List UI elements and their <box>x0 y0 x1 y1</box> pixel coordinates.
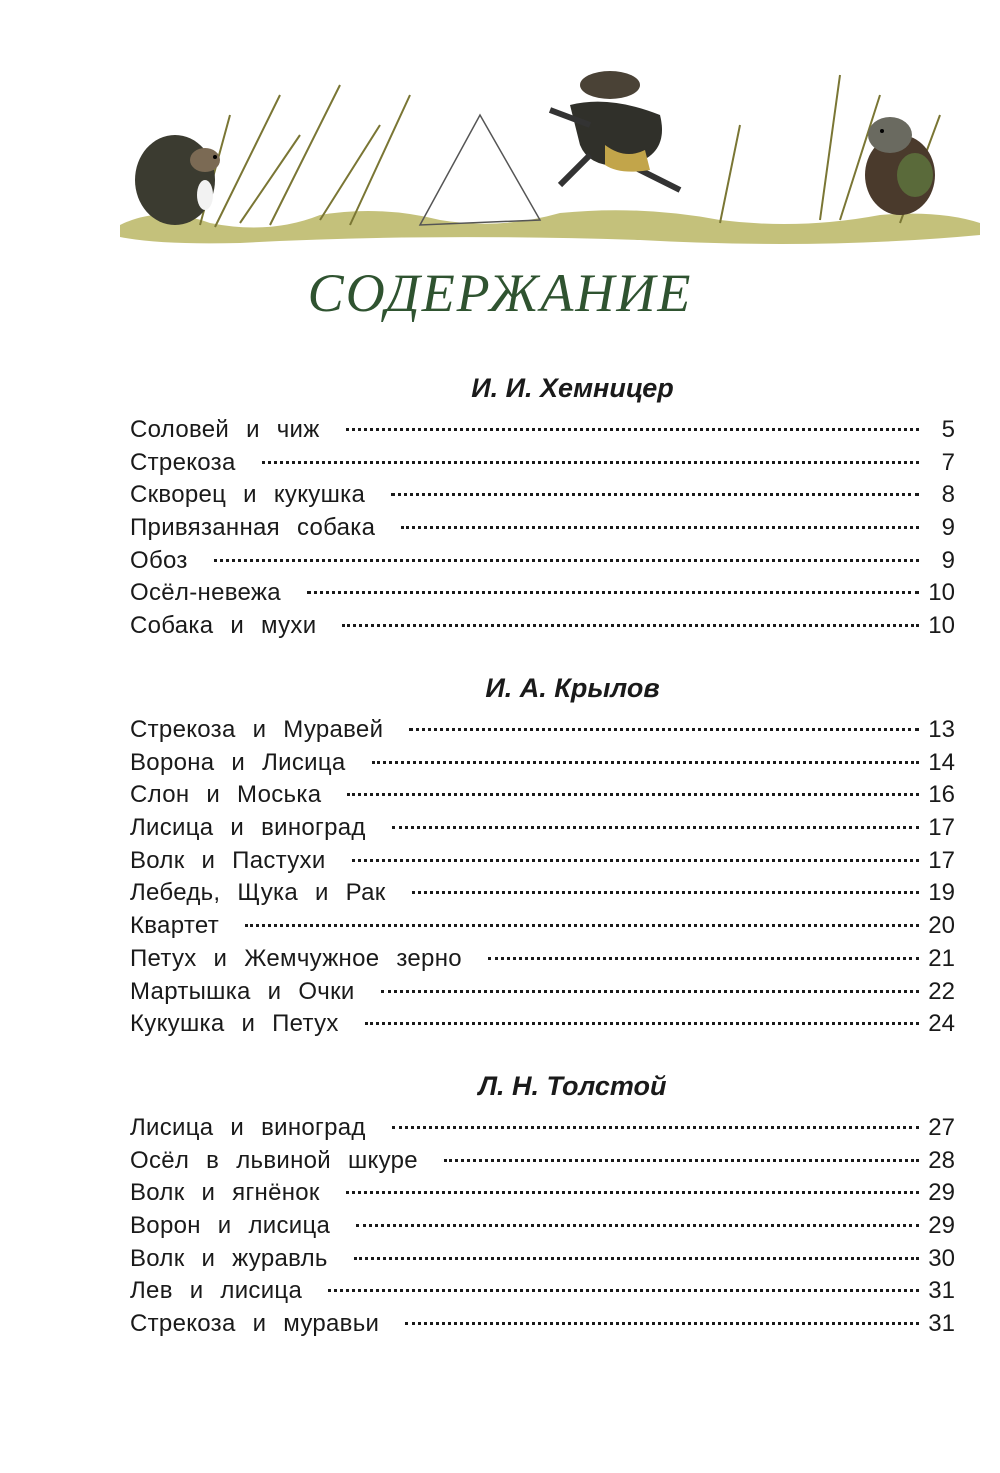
page-number: 10 <box>928 579 955 607</box>
entry-list <box>130 414 955 643</box>
toc-entry <box>130 512 955 545</box>
page-number: 13 <box>928 716 955 743</box>
toc-entry <box>130 577 955 610</box>
page-number: 8 <box>941 481 955 509</box>
dot-leader <box>409 728 919 731</box>
page-number: 5 <box>941 416 955 443</box>
entry-title: Ворона и Лисица <box>130 748 346 776</box>
dot-leader <box>352 859 919 862</box>
entry-title: Стрекоза и Муравей <box>130 716 384 743</box>
dot-leader <box>307 591 919 594</box>
page-number: 29 <box>928 1212 955 1240</box>
entry-title: Соловей и чиж <box>130 416 320 443</box>
page-number: 31 <box>928 1277 955 1305</box>
entry-title: Лев и лисица <box>130 1277 303 1305</box>
dot-leader <box>392 826 919 829</box>
page-number: 9 <box>941 546 955 574</box>
entry-title: Волк и Пастухи <box>130 846 326 874</box>
entry-title: Лебедь, Щука и Рак <box>130 879 386 907</box>
page-number: 17 <box>928 814 955 842</box>
page-number: 7 <box>941 448 955 476</box>
toc-entry <box>130 1112 955 1145</box>
entry-title: Лисица и виноград <box>130 814 366 842</box>
entry-title: Ворон и лисица <box>130 1212 331 1240</box>
toc-entry <box>130 1177 955 1210</box>
entry-title: Стрекоза <box>130 448 236 476</box>
dot-leader <box>372 761 919 764</box>
toc-entry <box>130 747 955 780</box>
dot-leader <box>381 990 919 993</box>
toc-entry <box>130 714 955 747</box>
dot-leader <box>245 924 919 927</box>
toc-entry <box>130 1275 955 1308</box>
entry-title: Скворец и кукушка <box>130 481 366 509</box>
toc-section <box>130 1068 955 1341</box>
entry-title: Волк и ягнёнок <box>130 1179 320 1207</box>
page-title: СОДЕРЖАНИЕ <box>307 263 693 323</box>
author-heading: И. И. Хемницер <box>471 373 674 403</box>
page-number: 27 <box>928 1114 955 1141</box>
page-number: 30 <box>928 1244 955 1272</box>
toc-entry <box>130 943 955 976</box>
page-number: 17 <box>928 846 955 874</box>
toc-entry <box>130 1145 955 1178</box>
toc-entry <box>130 1210 955 1243</box>
author-heading: Л. Н. Толстой <box>478 1071 667 1101</box>
dot-leader <box>354 1257 919 1260</box>
dot-leader <box>365 1022 919 1025</box>
dot-leader <box>392 1126 919 1129</box>
running-dog <box>550 71 680 190</box>
toc-entry <box>130 845 955 878</box>
dot-leader <box>262 461 919 464</box>
toc-entry <box>130 610 955 643</box>
dot-leader <box>412 891 919 894</box>
entry-list <box>130 1112 955 1341</box>
toc-entry <box>130 779 955 812</box>
page-number: 28 <box>928 1146 955 1174</box>
entry-title: Кукушка и Петух <box>130 1010 339 1038</box>
dot-leader <box>405 1322 919 1325</box>
author-heading: И. А. Крылов <box>485 673 660 703</box>
toc-section <box>130 670 955 1041</box>
page-number: 24 <box>928 1010 955 1038</box>
page-number: 19 <box>928 879 955 907</box>
toc-entry <box>130 479 955 512</box>
toc-entry <box>130 545 955 578</box>
page-number: 21 <box>928 944 955 972</box>
toc-entry <box>130 1243 955 1276</box>
toc-entry <box>130 414 955 447</box>
toc-entry <box>130 877 955 910</box>
hedgehog-right <box>865 117 935 215</box>
toc-entry <box>130 447 955 480</box>
dot-leader <box>342 624 919 627</box>
grass-ground <box>120 210 980 244</box>
dot-leader <box>444 1159 919 1162</box>
page-number: 9 <box>941 514 955 542</box>
page-number: 31 <box>928 1310 955 1338</box>
dot-leader <box>346 1191 919 1194</box>
entry-title: Обоз <box>130 546 188 574</box>
dot-leader <box>328 1289 919 1292</box>
entry-title: Осёл-невежа <box>130 579 281 607</box>
dot-leader <box>346 428 919 431</box>
entry-title: Слон и Моська <box>130 781 322 809</box>
entry-title: Волк и журавль <box>130 1244 328 1272</box>
toc-entry <box>130 1308 955 1341</box>
grass-strokes <box>200 75 940 227</box>
page-number: 10 <box>928 612 955 640</box>
entry-title: Осёл в львиной шкуре <box>130 1146 418 1174</box>
dot-leader <box>488 957 919 960</box>
dot-leader <box>391 493 919 496</box>
page-number: 14 <box>928 748 955 776</box>
entry-title: Мартышка и Очки <box>130 977 355 1005</box>
dot-leader <box>214 559 919 562</box>
entry-title: Квартет <box>130 912 219 940</box>
entry-title: Собака и мухи <box>130 612 317 640</box>
toc-entry <box>130 812 955 845</box>
page-number: 29 <box>928 1179 955 1207</box>
toc-section <box>130 370 955 643</box>
mountain <box>420 115 540 225</box>
page-number: 16 <box>928 781 955 809</box>
toc-entry <box>130 1008 955 1041</box>
hedgehog-left <box>135 135 220 225</box>
entry-title: Лисица и виноград <box>130 1114 366 1141</box>
toc-entry <box>130 976 955 1009</box>
entry-title: Привязанная собака <box>130 514 376 542</box>
entry-title: Петух и Жемчужное зерно <box>130 944 462 972</box>
toc-entry <box>130 910 955 943</box>
entry-title: Стрекоза и муравьи <box>130 1310 380 1338</box>
dot-leader <box>401 526 919 529</box>
header-illustration <box>120 55 980 255</box>
dot-leader <box>347 793 919 796</box>
page-number: 20 <box>928 912 955 940</box>
entry-list <box>130 714 955 1041</box>
dot-leader <box>356 1224 919 1227</box>
page-number: 22 <box>928 977 955 1005</box>
